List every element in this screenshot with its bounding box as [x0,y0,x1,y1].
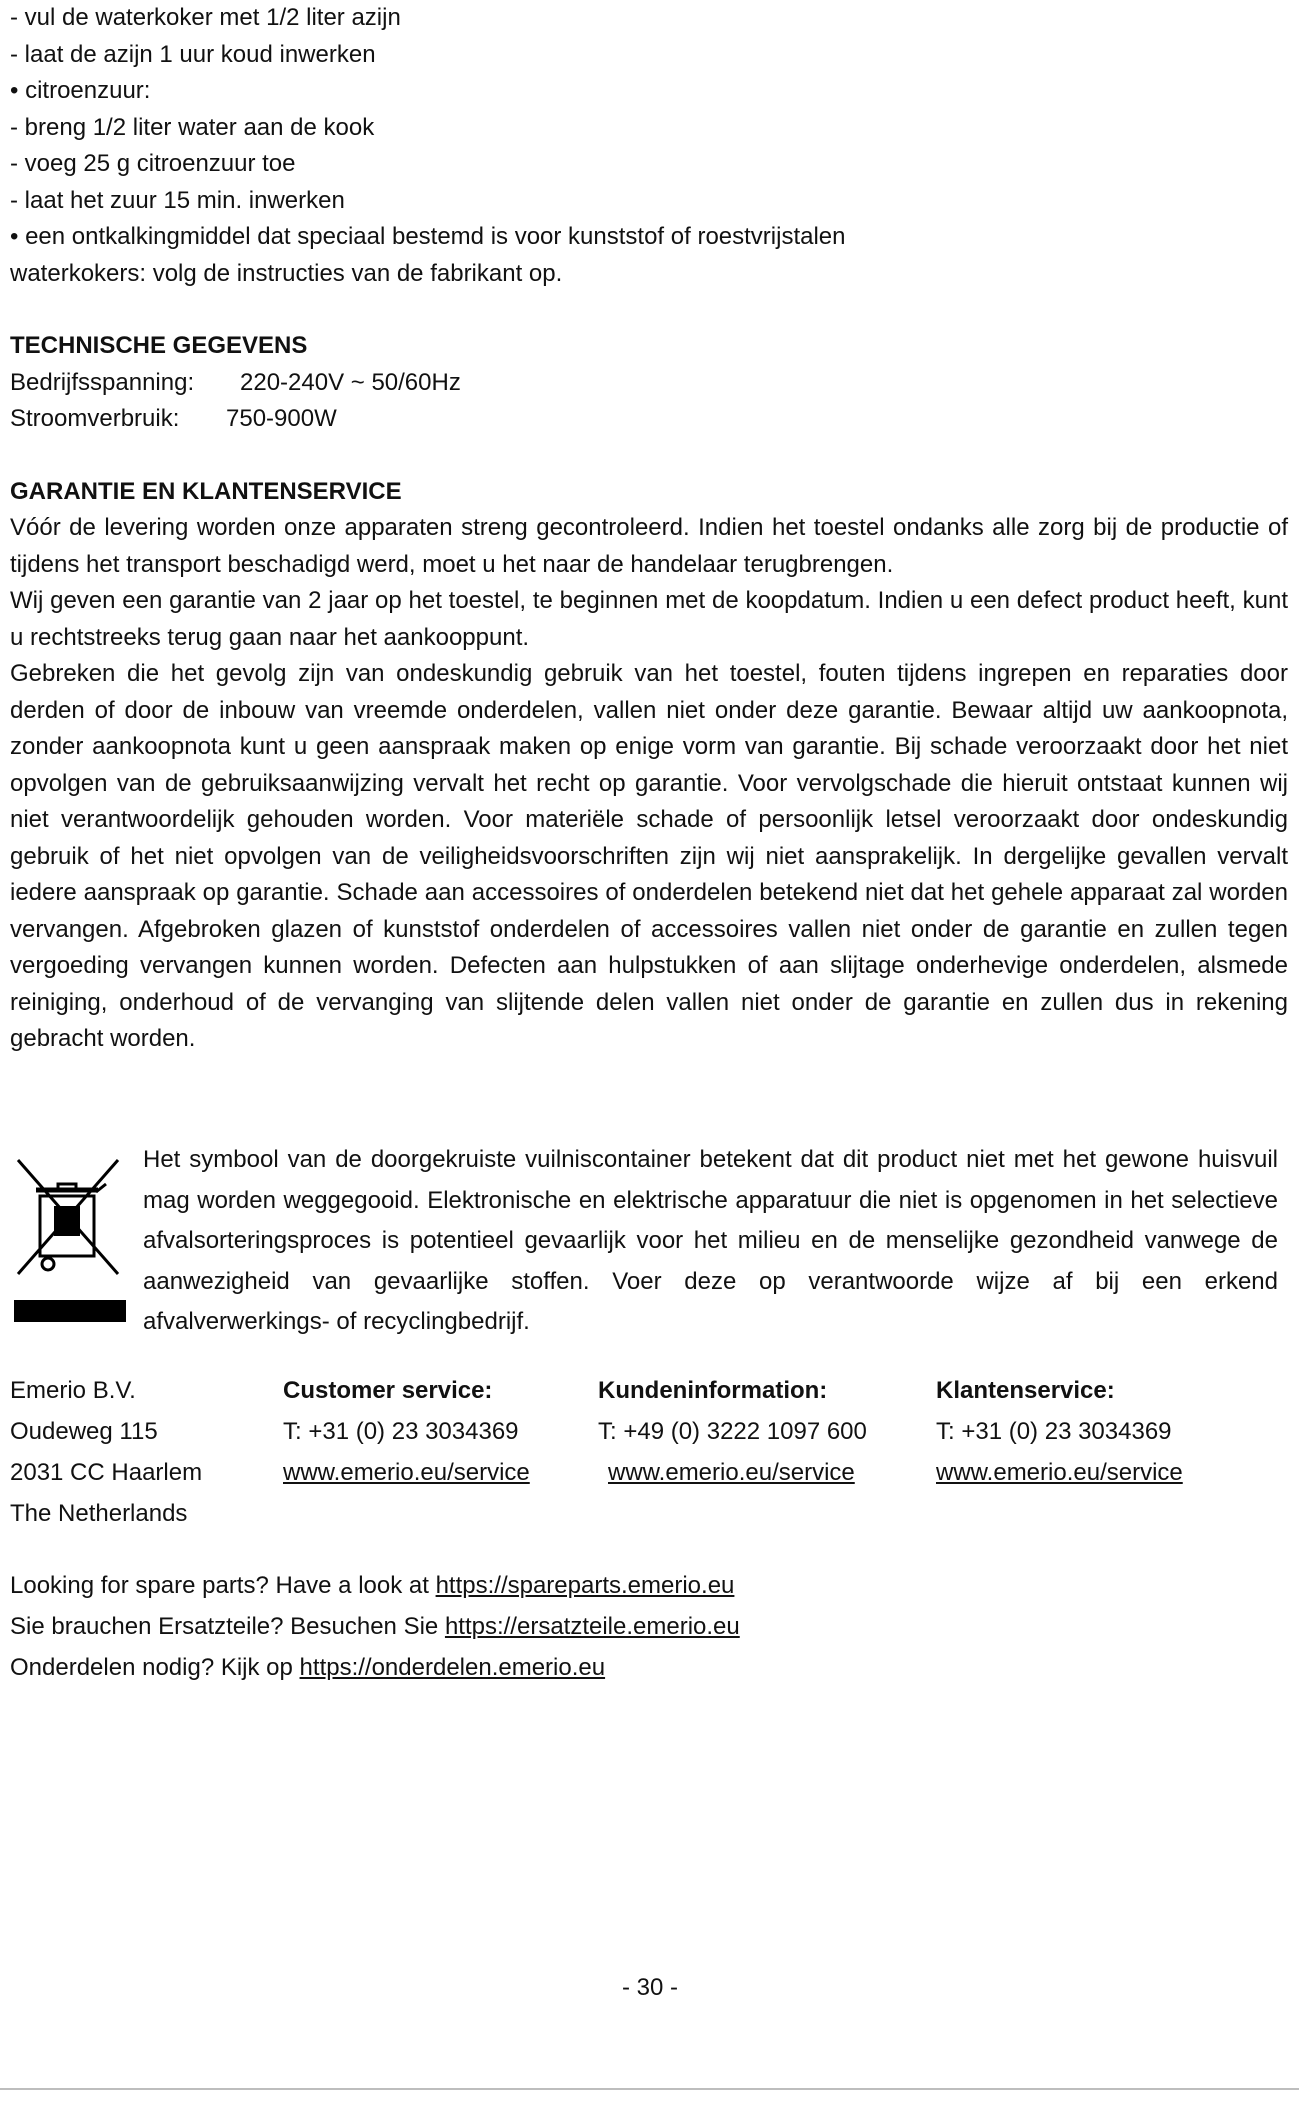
klantenservice-phone: T: +31 (0) 23 3034369 [936,1418,1172,1445]
warranty-heading: GARANTIE EN KLANTENSERVICE [10,477,402,505]
kundeninformation-title: Kundeninformation: [598,1377,828,1404]
power-row [10,401,1290,438]
customer-service-link[interactable]: www.emerio.eu/service [283,1459,530,1486]
weee-text: Het symbool van de doorgekruiste vuilniscontainer betekent dat dit product niet met het gewone huisvuil mag worden weggegooid. Elektronische en elektrische apparatuur die niet is opgenomen in het selectieve afvalsorteringsproces is potentieel gevaarlijk voor het milieu en de menselijke gezondheid vanwege de aanwezigheid van gevaarlijke stoffen. Voer deze op verantwoorde wijze af bij een erkend afvalverwerkings- of recyclingbedrijf. [143,1146,1278,1335]
spare-parts-nl-text: Onderdelen nodig? Kijk op [10,1654,300,1681]
intro-line: - laat de azijn 1 uur koud inwerken [10,40,376,68]
technical-heading: TECHNISCHE GEGEVENS [10,332,308,359]
address-line: Oudeweg 115 [10,1418,158,1445]
spare-parts-en-link[interactable]: https://spareparts.emerio.eu [435,1572,735,1599]
company-name: Emerio B.V. [10,1377,136,1404]
spare-parts-block [10,1565,740,1688]
kundeninformation-phone: T: +49 (0) 3222 1097 600 [598,1418,867,1445]
power-label: Stroomverbruik: [10,405,180,432]
customer-service-column [283,1370,530,1493]
klantenservice-title: Klantenservice: [936,1377,1115,1404]
customer-service-phone: T: +31 (0) 23 3034369 [283,1418,519,1445]
intro-list [10,0,1290,292]
warranty-section [10,474,1290,1058]
page-number: - 30 - [621,1974,678,2001]
spare-parts-de-link[interactable]: https://ersatzteile.emerio.eu [444,1613,740,1640]
intro-line: - vul de waterkoker met 1/2 liter azijn [10,4,401,31]
warranty-paragraph: Wij geven een garantie van 2 jaar op het toestel, te beginnen met de koopdatum. Indien u een defect product heeft, kunt u rechtstreeks terug gaan naar het aankooppunt. [10,587,1288,651]
spare-parts-nl [10,1647,740,1688]
power-value: 750-900W [226,405,337,432]
spare-parts-en [10,1565,740,1606]
kundeninformation-column [598,1370,867,1493]
intro-line: - laat het zuur 15 min. inwerken [10,186,345,214]
kundeninformation-link[interactable]: www.emerio.eu/service [608,1459,855,1486]
company-address [10,1370,202,1534]
klantenservice-link[interactable]: www.emerio.eu/service [936,1459,1183,1486]
weee-notice [10,1140,1290,1340]
intro-line: - breng 1/2 liter water aan de kook [10,113,375,141]
customer-service-title: Customer service: [283,1377,493,1404]
spare-parts-de [10,1606,740,1647]
technical-section [10,328,1290,438]
document-page [10,0,1290,2001]
warranty-paragraph: Vóór de levering worden onze apparaten streng gecontroleerd. Indien het toestel ondanks alle zorg bij de productie of tijdens het transport beschadigd werd, moet u het naar de handelaar terugbrengen. [10,514,1288,578]
spare-parts-de-text: Sie brauchen Ersatzteile? Besuchen Sie [10,1613,445,1640]
spare-parts-en-text: Looking for spare parts? Have a look at [10,1572,436,1599]
intro-line: waterkokers: volg de instructies van de fabrikant op. [10,259,563,287]
intro-line: - voeg 25 g citroenzuur toe [10,150,296,177]
voltage-value: 220-240V ~ 50/60Hz [240,368,461,396]
intro-line: • een ontkalkingmiddel dat speciaal bestemd is voor kunststof of roestvrijstalen [10,223,846,250]
voltage-row [10,365,1290,402]
intro-line: • citroenzuur: [10,77,151,104]
klantenservice-column [936,1370,1183,1493]
warranty-text [10,510,1288,1058]
spare-parts-nl-link[interactable]: https://onderdelen.emerio.eu [299,1654,606,1681]
warranty-paragraph: Gebreken die het gevolg zijn van ondeskundig gebruik van het toestel, fouten tijdens ingrepen en reparaties door derden of door de inbouw van vreemde onderdelen, vallen niet onder deze garantie. Bewaar altijd uw aankoopnota, zonder aankoopnota kunt u geen aanspraak maken op enige vorm van garantie. Bij schade veroorzaakt door het niet opvolgen van de gebruiksaanwijzing vervalt het recht op garantie. Voor vervolgschade die hieruit ontstaat kunnen wij niet verantwoordelijk gehouden worden. Voor materiële schade of persoonlijk letsel veroorzaakt door ondeskundig gebruik of het niet opvolgen van de veiligheidsvoorschriften zijn wij niet aansprakelijk. In dergelijke gevallen vervalt iedere aanspraak op garantie. Schade aan accessoires of onderdelen betekend niet dat het gehele apparaat zal worden vervangen. Afgebroken glazen of kunststof onderdelen of accessoires vallen niet onder de garantie en zullen tegen vergoeding vervangen kunnen worden. Defecten aan hulpstukken of aan slijtage onderhevige onderdelen, alsmede reiniging, onderhoud of de vervanging van slijtende delen vallen niet onder de garantie en zullen dus in rekening gebracht worden. [10,660,1288,1052]
crossed-out-wheelie-bin-icon [10,1152,130,1322]
bottom-divider [0,2088,1299,2090]
address-line: 2031 CC Haarlem [10,1459,203,1486]
address-line: The Netherlands [10,1500,188,1527]
voltage-label: Bedrijfsspanning: [10,368,195,396]
